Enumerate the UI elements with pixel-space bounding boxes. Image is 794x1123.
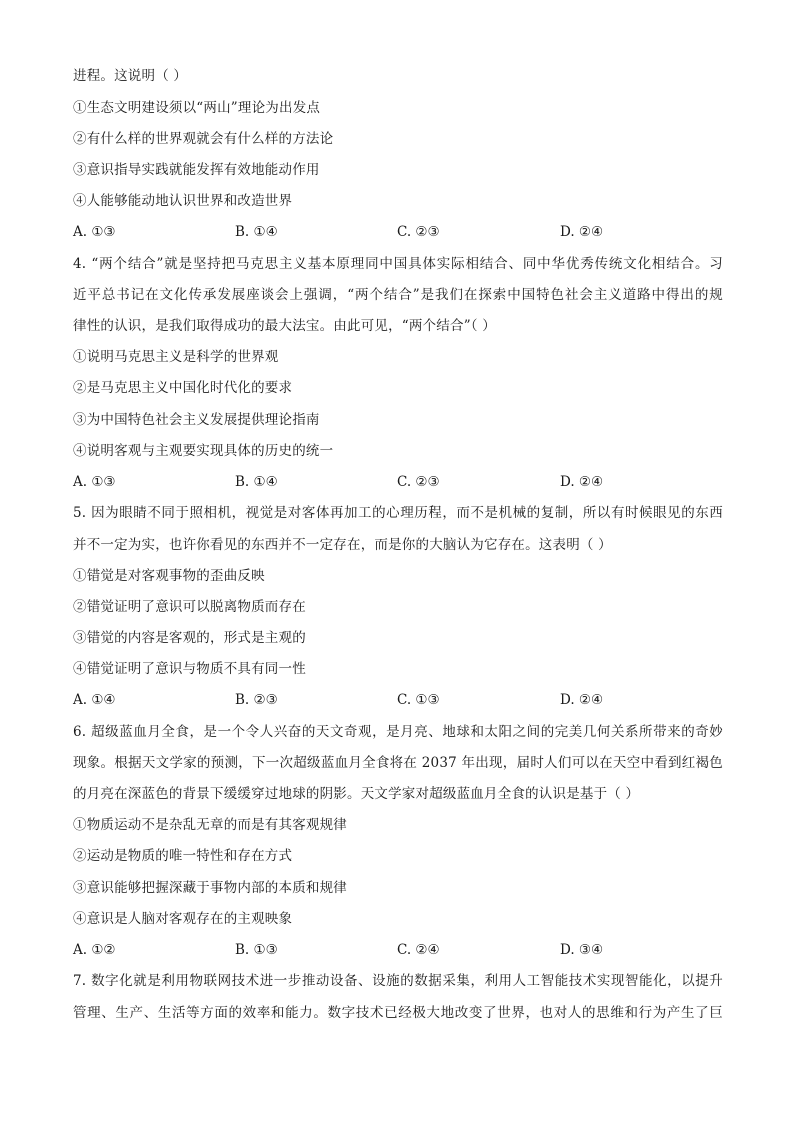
q5-option-c: C. ①③ <box>397 692 440 708</box>
q4-stem-line-2: 近平总书记在文化传承发展座谈会上强调，“两个结合”是我们在探索中国特色社会主义道路中得出的规 <box>73 287 723 303</box>
q6-item-3: ③意识能够把握深藏于事物内部的本质和规律 <box>73 880 347 896</box>
q5-options <box>73 690 633 710</box>
q4-option-d: D. ②④ <box>560 474 604 490</box>
q7-stem-line-2: 管理、生产、生活等方面的效率和能力。数字技术已经极大地改变了世界，也对人的思维和行为产生了巨 <box>73 1005 723 1021</box>
q5-item-4: ④错觉证明了意识与物质不具有同一性 <box>73 661 306 677</box>
q4-option-b: B. ①④ <box>235 474 278 490</box>
q5-option-a: A. ①④ <box>73 692 116 708</box>
q4-item-2: ②是马克思主义中国化时代化的要求 <box>73 380 293 396</box>
q5-item-1: ①错觉是对客观事物的歪曲反映 <box>73 568 265 584</box>
q3-item-2: ②有什么样的世界观就会有什么样的方法论 <box>73 131 334 147</box>
q4-option-c: C. ②③ <box>397 474 440 490</box>
q3-stem-line-1: 进程。这说明（ ） <box>73 68 188 84</box>
q3-item-4: ④人能够能动地认识世界和改造世界 <box>73 193 293 209</box>
q3-item-3: ③意识指导实践就能发挥有效地能动作用 <box>73 162 320 178</box>
q6-option-b: B. ①③ <box>235 942 278 958</box>
q3-option-d: D. ②④ <box>560 224 604 240</box>
q6-option-a: A. ①② <box>73 942 116 958</box>
q5-option-b: B. ②③ <box>235 692 278 708</box>
q6-option-d: D. ③④ <box>560 942 604 958</box>
q3-options <box>73 222 633 242</box>
q5-item-3: ③错觉的内容是客观的，形式是主观的 <box>73 630 306 646</box>
q5-stem-line-2: 并不一定为实，也许你看见的东西并不一定存在，而是你的大脑认为它存在。这表明（ ） <box>73 537 612 553</box>
q3-item-1: ①生态文明建设须以“两山”理论为出发点 <box>73 100 321 116</box>
q4-option-a: A. ①③ <box>73 474 116 490</box>
q3-option-a: A. ①③ <box>73 224 116 240</box>
q6-stem-line-3: 的月亮在深蓝色的背景下缓缓穿过地球的阴影。天文学家对超级蓝血月全食的认识是基于（ ） <box>73 786 640 802</box>
q4-item-3: ③为中国特色社会主义发展提供理论指南 <box>73 412 320 428</box>
q5-option-d: D. ②④ <box>560 692 604 708</box>
q5-item-2: ②错觉证明了意识可以脱离物质而存在 <box>73 599 306 615</box>
q7-stem-line-1: 7. 数字化就是利用物联网技术进一步推动设备、设施的数据采集，利用人工智能技术实现智能化，以提升 <box>73 973 723 989</box>
q4-item-1: ①说明马克思主义是科学的世界观 <box>73 349 279 365</box>
q3-option-b: B. ①④ <box>235 224 278 240</box>
q4-item-4: ④说明客观与主观要实现具体的历史的统一 <box>73 443 334 459</box>
q6-option-c: C. ②④ <box>397 942 440 958</box>
q4-stem-line-1: 4. “两个结合”就是坚持把马克思主义基本原理同中国具体实际相结合、同中华优秀传统文化相结合。习 <box>73 256 723 272</box>
q5-stem-line-1: 5. 因为眼睛不同于照相机，视觉是对客体再加工的心理历程，而不是机械的复制，所以有时候眼见的东西 <box>73 505 723 521</box>
q6-item-2: ②运动是物质的唯一特性和存在方式 <box>73 848 293 864</box>
q6-item-1: ①物质运动不是杂乱无章的而是有其客观规律 <box>73 817 347 833</box>
q4-stem-line-3: 律性的认识，是我们取得成功的最大法宝。由此可见，“两个结合”（ ） <box>73 318 496 334</box>
q3-option-c: C. ②③ <box>397 224 440 240</box>
q6-item-4: ④意识是人脑对客观存在的主观映象 <box>73 911 293 927</box>
q6-stem-line-2: 现象。根据天文学家的预测，下一次超级蓝血月全食将在 2037 年出现，届时人们可以在天空中看到红褐色 <box>73 755 723 771</box>
q6-stem-line-1: 6. 超级蓝血月全食，是一个令人兴奋的天文奇观，是月亮、地球和太阳之间的完美几何关系所带来的奇妙 <box>73 724 723 740</box>
q4-options <box>73 472 633 492</box>
q6-options <box>73 940 633 960</box>
